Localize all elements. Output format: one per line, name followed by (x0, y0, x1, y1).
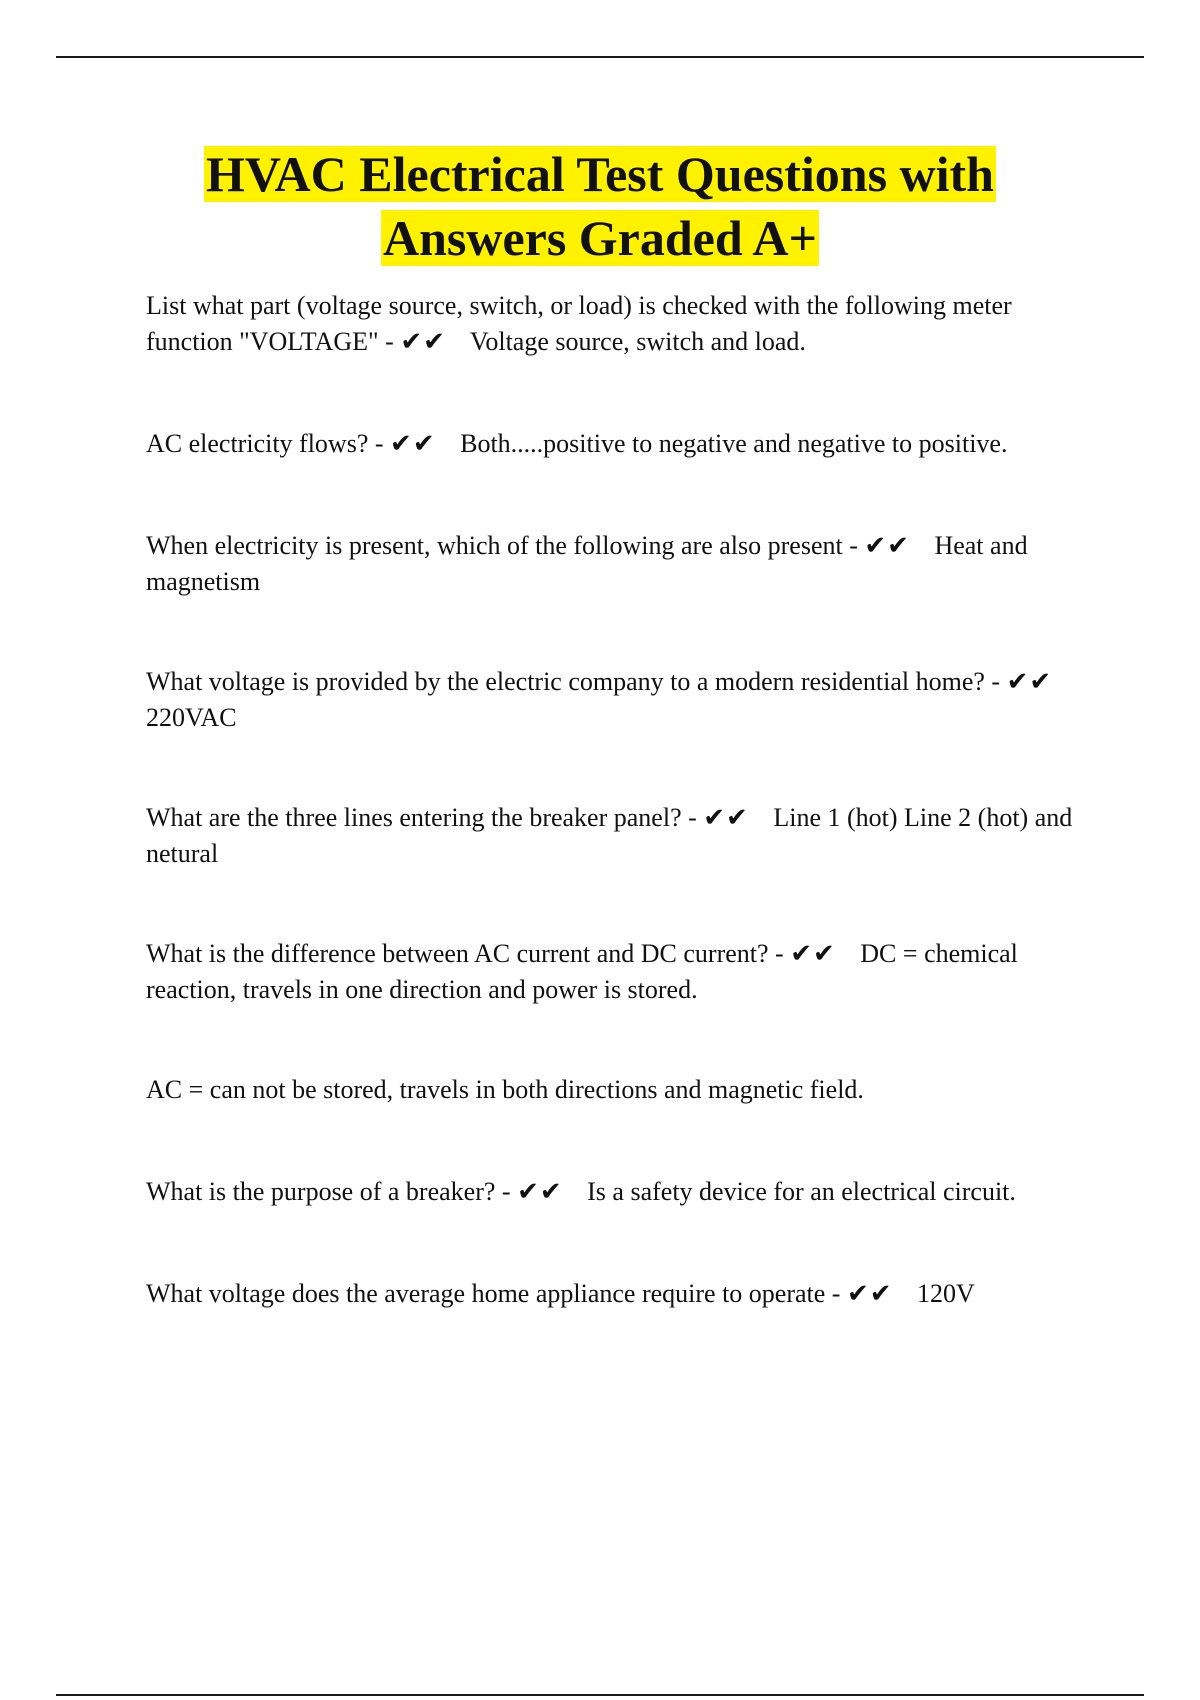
answer-text: Is a safety device for an electrical circuit. (587, 1177, 1016, 1206)
answer-text: 120V (917, 1279, 975, 1308)
check-icon: ✔✔ (390, 429, 436, 458)
answer-text: Both.....positive to negative and negative to positive. (460, 429, 1008, 458)
question-text: List what part (voltage source, switch, or load) is checked with the following meter function "VOLTAGE" - (146, 291, 1012, 356)
bottom-rule (56, 1694, 1144, 1696)
qa-item-6 (146, 936, 1096, 1008)
check-icon: ✔✔ (1006, 667, 1053, 696)
answer-text: 220VAC (146, 703, 237, 732)
answer-text: Voltage source, switch and load. (469, 327, 806, 356)
question-text: When electricity is present, which of the following are also present - (146, 531, 858, 560)
check-icon: ✔✔ (864, 531, 910, 560)
qa-item-4 (146, 664, 1096, 736)
page-title (100, 142, 1100, 270)
question-text: What voltage is provided by the electric company to a modern residential home? - (146, 667, 1001, 696)
answer-text: Line 1 (hot) Line 2 (hot) and netural (146, 803, 1073, 868)
question-text: AC electricity flows? - (146, 429, 384, 458)
qa-item-8 (146, 1174, 1096, 1210)
question-text: What are the three lines entering the breaker panel? - (146, 803, 697, 832)
qa-item-3 (146, 528, 1096, 600)
qa-item-5 (146, 800, 1096, 872)
question-text: What is the purpose of a breaker? - (146, 1177, 511, 1206)
qa-item-7 (146, 1072, 1096, 1108)
check-icon: ✔✔ (703, 803, 749, 832)
answer-text: DC = chemical reaction, travels in one direction and power is stored. (146, 939, 1018, 1004)
top-rule (56, 56, 1144, 58)
answer-text: Heat and magnetism (146, 531, 1028, 596)
check-icon: ✔✔ (517, 1177, 563, 1206)
qa-item-9 (146, 1276, 1096, 1312)
qa-item-2 (146, 426, 1096, 462)
title-line-1: HVAC Electrical Test Questions with (206, 146, 994, 202)
check-icon: ✔✔ (790, 939, 836, 968)
question-text: What is the difference between AC current and DC current? - (146, 939, 784, 968)
title-line-2: Answers Graded A+ (382, 210, 818, 266)
question-text: What voltage does the average home appliance require to operate - (146, 1279, 841, 1308)
check-icon: ✔✔ (846, 1279, 893, 1308)
answer-text: AC = can not be stored, travels in both directions and magnetic field. (146, 1075, 864, 1104)
check-icon: ✔✔ (400, 327, 446, 356)
qa-item-1 (146, 288, 1096, 360)
qa-list (146, 288, 1096, 1312)
